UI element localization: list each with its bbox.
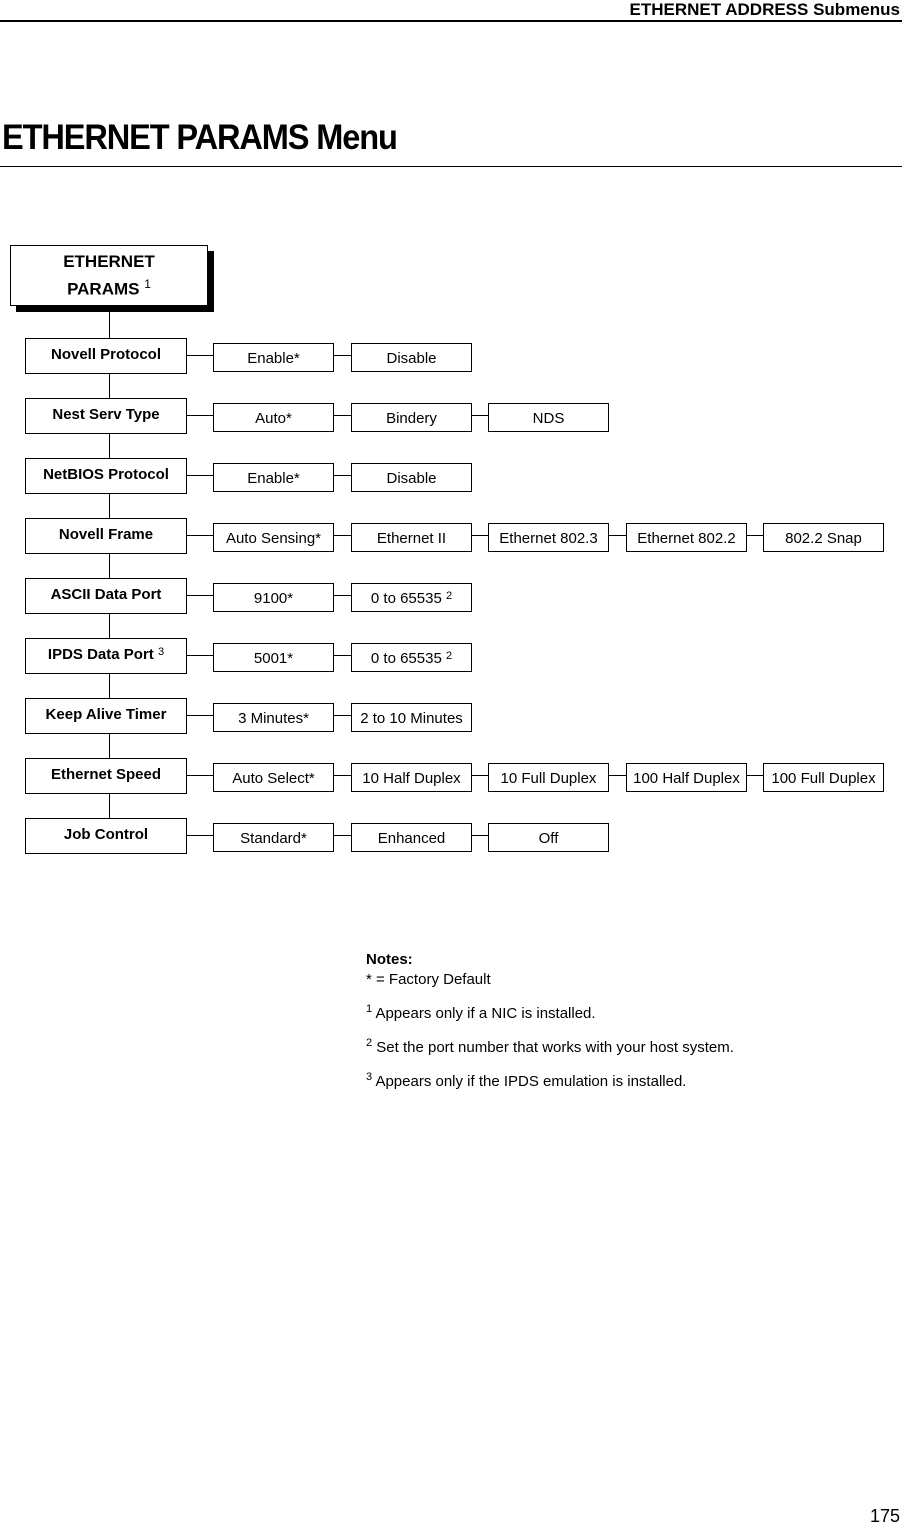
option-box: 3 Minutes* <box>213 703 334 732</box>
connector-line <box>334 415 351 416</box>
connector-line <box>334 655 351 656</box>
option-note-ref: 2 <box>445 590 453 602</box>
connector-line <box>747 775 763 776</box>
option-box: Disable <box>351 463 472 492</box>
running-header: ETHERNET ADDRESS Submenus <box>629 0 900 19</box>
note-item: $^1$ Appears only if a NIC is installed. <box>366 1003 596 1022</box>
connector-line <box>187 655 213 656</box>
option-box: 100 Full Duplex <box>763 763 884 792</box>
notes <box>366 950 734 1101</box>
option-box: 0 to 65535 $^2$ <box>351 583 472 612</box>
connector-line <box>472 535 488 536</box>
option-box: 9100* <box>213 583 334 612</box>
option-box: Enhanced <box>351 823 472 852</box>
connector-line <box>747 535 763 536</box>
connector-line <box>334 595 351 596</box>
connector-line <box>187 595 213 596</box>
connector-line <box>334 775 351 776</box>
menu-item: NetBIOS Protocol <box>25 458 187 494</box>
option-box: Off <box>488 823 609 852</box>
option-box: 5001* <box>213 643 334 672</box>
connector-line <box>334 835 351 836</box>
option-box: Enable* <box>213 343 334 372</box>
root-note-ref: 1 <box>144 276 151 291</box>
connector-line <box>187 535 213 536</box>
connector-line <box>472 775 488 776</box>
tree-trunk-line <box>109 312 110 818</box>
option-box: 2 to 10 Minutes <box>351 703 472 732</box>
connector-line <box>187 775 213 776</box>
page-number: 175 <box>869 1506 900 1526</box>
option-box: Ethernet II <box>351 523 472 552</box>
option-box: Bindery <box>351 403 472 432</box>
connector-line <box>334 715 351 716</box>
connector-line <box>187 715 213 716</box>
connector-line <box>609 775 626 776</box>
connector-line <box>187 355 213 356</box>
connector-line <box>334 535 351 536</box>
option-box: Disable <box>351 343 472 372</box>
connector-line <box>472 835 488 836</box>
connector-line <box>472 415 488 416</box>
option-note-ref: 2 <box>445 650 453 662</box>
connector-line <box>187 475 213 476</box>
option-box: Auto Sensing* <box>213 523 334 552</box>
option-box: Ethernet 802.3 <box>488 523 609 552</box>
note-item: $^2$ Set the port number that works with your host system. <box>366 1037 734 1056</box>
menu-item: ASCII Data Port <box>25 578 187 614</box>
option-box: NDS <box>488 403 609 432</box>
option-box: Auto* <box>213 403 334 432</box>
menu-item: Ethernet Speed <box>25 758 187 794</box>
connector-line <box>334 355 351 356</box>
menu-item: Job Control <box>25 818 187 854</box>
notes-factory-default: * = Factory Default <box>366 971 491 988</box>
option-box: 10 Full Duplex <box>488 763 609 792</box>
page-title: ETHERNET PARAMS Menu <box>2 118 397 157</box>
option-box: Ethernet 802.2 <box>626 523 747 552</box>
menu-item-note-ref: 3 <box>157 646 165 658</box>
menu-item: Keep Alive Timer <box>25 698 187 734</box>
option-box: Standard* <box>213 823 334 852</box>
menu-item: Novell Protocol <box>25 338 187 374</box>
root-line2: PARAMS $^1$ <box>67 276 151 299</box>
option-box: 10 Half Duplex <box>351 763 472 792</box>
menu-item: Nest Serv Type <box>25 398 187 434</box>
connector-line <box>334 475 351 476</box>
note-item: $^3$ Appears only if the IPDS emulation is installed. <box>366 1071 687 1090</box>
connector-line <box>609 535 626 536</box>
connector-line <box>187 835 213 836</box>
menu-item: IPDS Data Port $^3$ <box>25 638 187 674</box>
menu-item: Novell Frame <box>25 518 187 554</box>
option-box: 100 Half Duplex <box>626 763 747 792</box>
root-menu-box <box>10 245 208 306</box>
root-line1: ETHERNET <box>63 251 155 271</box>
option-box: Auto Select* <box>213 763 334 792</box>
option-box: Enable* <box>213 463 334 492</box>
connector-line <box>187 415 213 416</box>
option-box: 802.2 Snap <box>763 523 884 552</box>
notes-heading: Notes: <box>366 951 413 968</box>
option-box: 0 to 65535 $^2$ <box>351 643 472 672</box>
